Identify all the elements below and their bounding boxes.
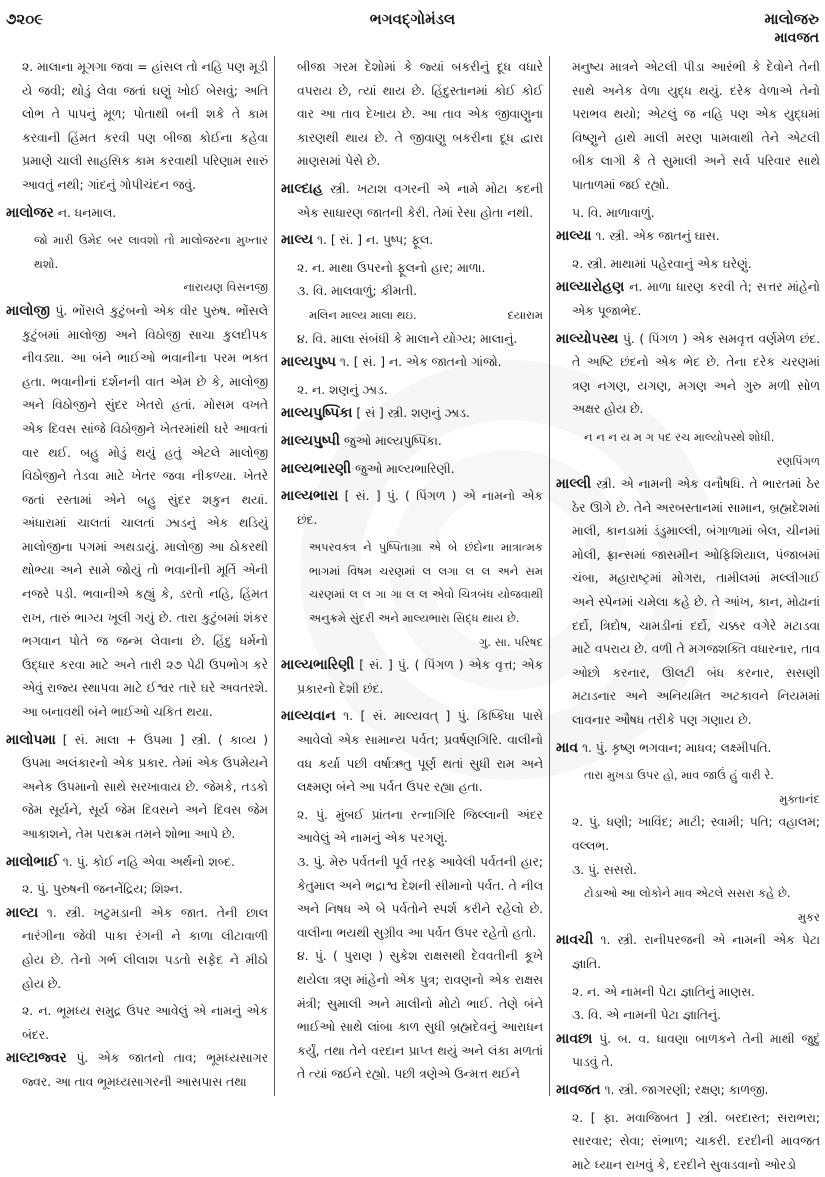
definition-text: પું. ( પિંગળ ) એક સમવૃત્ત વર્ણમેળ છંદ. તે અષ્ટિ છંદનો એક ભેદ છે. તેના દરેક ચરણમાં ત્રણ નગણ, યગણ, મગણ અને ગુરુ મળી સોળ અક્ષર હોય છે. [572, 331, 820, 417]
dictionary-entry [556, 276, 820, 323]
dictionary-entry [281, 351, 543, 375]
dictionary-entry [556, 225, 820, 249]
definition-text: સ્ત્રી. એ નામની એક વનૌષધિ. તે ભારતમાં ઠેર ઠેર ઊગે છે. તેને અરબસ્તાનમાં સામાન, બ્રહ્મદેશમાં માલી, કાનડામાં ડંડુમાલ્લી, બંગાળામાં બેલ, ચીનમાં મોલી, ફ્રાન્સમાં જાસમીન ઓફિશિયાલ, પંજાબમાં ચંબા, મહારાષ્ટ્રમાં મોગરા, તામીલમાં મલ્લીગાઈ અને સ્પેનમાં ચમેલા કહે છે. તે આંખ, કાન, મોઢાનાં દર્દો, ત્રિદોષ, ચામડીનાં દર્દો, ચક્કર વગેરે મટાડવા માટે વપરાય છે. વળી તે મગજશક્તિ વધારનાર, તાવ ઓછો કરનાર, ઊલટી બંધ કરનાર, સસણી મટાડનાર અને અનિયમિત અટકાવને નિયમમાં લાવનાર ઔષધ તરીકે પણ ગણાય છે. [572, 477, 820, 728]
guide-word-first: માલોજરુ [764, 10, 819, 28]
definition-text: ૧. સ્ત્રી. જાગરણી; રક્ષણ; કાળજી. [600, 1082, 769, 1097]
definition-text: ૧. પું. કોઈ નહિ એવા અર્થનો શબ્દ. [58, 854, 235, 869]
dictionary-entry [281, 178, 543, 225]
headword: માલ્યપુષ્પ [281, 354, 336, 371]
headword: માલ્યારોહણ [556, 279, 625, 296]
sub-definition: ૨. ન. માથા ઉપરનો ફૂલનો હાર; માળા. [297, 260, 486, 275]
definition-text: પું. ભોંસલે કુટુંબનો એક વીર પુરુષ. ભોંસલે કુટુંબમાં માલોજી અને વિઠોજી સાચા કુલદીપક નીવડ્યા. આ બંને ભાઈઓ ભવાનીના પરમ ભક્ત હતા. ભવાનીનાં દર્શનની વાત એમ છે કે, માલોજી અને વિઠોજીને સુંદર ખેતરો હતાં. મોસમ વખતે એક દિવસ સાંજે વિઠોજીને ખેતરમાંથી ઘરે આવતાં વાર થઈ. બહુ મોડું થયું હતું એટલે માલોજી વિઠોજીને તેડવા માટે ખેતર જવા નીકળ્યા. ખેતરે જતાં રસ્તામાં એને બહુ સુંદર શકુન થયાં. અંધારામાં ચાલતાં ચાલતાં ઝાડનું એક થડિયું માલોજીના પગમાં અથડાયું. માલોજી આ ઠોકરથી થોભ્યા અને સામે જોયું તો ભવાનીની મૂર્તિ એની નજરે પડી. ભવાનીએ કહ્યું કે, ડરતો નહિ, હિંમત રાખ, તારું ભાગ્ય ખૂલી ગયું છે. તારા કુટુંબમાં શંકર ભગવાન પોતે જ જન્મ લેવાના છે. હિંદુ ધર્મનો ઉદ્ધાર કરવા માટે અને તારી ૨૭ પેઢી ઉપભોગ કરે એવું રાજ્ય સ્થાપવા માટે ઈશ્વર તારે ઘરે અવતરશે. આ બનાવથી બંને ભાઈઓ ચકિત થયા. [22, 303, 268, 720]
definition-text: ૧. સ્ત્રી. એક જાતનું ઘાસ. [591, 229, 720, 244]
quotation-text: જો મારી ઉમેદ બર લાવશો તો માલોજરના મુખ્તાર થશો. [34, 233, 268, 271]
quotation-source: મુકર [797, 909, 820, 924]
definition-text: ૧. [ સં. ] ન. એક જાતનો ગાંજો. [336, 355, 502, 370]
headword: માલ્યભારણી [281, 460, 352, 477]
definition-text: [ સં. ] પું. ( પિંગળ ) એ નામનો એક છંદ. [297, 489, 543, 527]
headword: માલ્દાહ [281, 180, 323, 197]
headword: માલ્યભારિણી [281, 657, 355, 674]
definition-text: પું. એક જાતનો તાવ; ભૂમધ્યસાગર જ્વર. આ તાવ ભૂમધ્યસાગરની આસપાસ તથા [22, 1051, 268, 1089]
continued-definition: મનુષ્ય માત્રને એટલી પીડા આરંભી કે દેવોને તેની સાથે અનેક વેળા યુદ્ધ થયું. દરેક વેળાએ તેનો પરાભવ થયો; એટલું જ નહિ પણ એક યુદ્ધમાં વિષ્ણુને હાથે માલી મરણ પામવાથી તેને એટલી બીક લાગી કે તે સુમાલી અને સર્વ પરિવાર સાથે પાતાળમાં જઈ રહ્યો. [572, 60, 820, 192]
headword: માલોજી [6, 302, 51, 319]
sub-definition: ૨. ન. એ નામની પેટા જ્ઞાતિનું માણસ. [572, 984, 755, 999]
definition-text: ન. માળા ધારણ કરવી તે; સત્તર માંહેનો એક પૂજાભેદ. [572, 280, 820, 318]
dictionary-entry [281, 229, 543, 253]
definition-text: [ સં ] સ્ત્રી. શણનું ઝાડ. [352, 406, 470, 421]
dictionary-entry [556, 1079, 820, 1103]
dictionary-entry [6, 1047, 268, 1094]
headword: માલ્યપુષ્પી [281, 432, 340, 449]
sub-definition: ૨. ન. ભૂમધ્ય સમુદ્ર ઉપર આવેલું એ નામનું એક બંદર. [22, 1004, 268, 1042]
sub-definition: ૨. સ્ત્રી. માથામાં પહેરવાનું એક ઘરેણું. [572, 256, 752, 271]
dictionary-entry [6, 729, 268, 847]
dictionary-title: ભગવદ્ગોમંડલ [369, 10, 456, 28]
sub-definition: ૩. પું. મેરુ પર્વતની પૂર્વ તરફ આવેલી પર્વતની હાર; કેતુમાલ અને ભદ્રાશ્વ દેશની સીમાનો પર્વત. તે નીલ અને નિષધ એ બે પર્વતોને સ્પર્શ કરીને રહેલો છે. વાલીના ભયથી સુગ્રીવ આ પર્વત ઉપર રહેતો હતો. [297, 855, 543, 940]
sub-definition: ૨. ન. શણનું ઝાડ. [297, 382, 388, 397]
headword: માલ્યવાન [281, 708, 336, 725]
dictionary-entry [6, 300, 268, 725]
dictionary-entry [6, 902, 268, 996]
headword: માલ્યપુષ્પિકા [281, 405, 353, 422]
quotation-source: નારાયણ વિસનજી [183, 280, 268, 295]
continued-definition: બીજા ગરમ દેશોમાં કે જ્યાં બકરીનું દૂધ વધારે વપરાય છે, ત્યાં થાય છે. હિંદુસ્તાનમાં કોઈ કોઈ વાર આ તાવ દેખાય છે. આ તાવ એક જીવાણુના કારણથી થાય છે. તે જીવાણુ બકરીના દૂધ દ્વારા માણસમાં પેસે છે. [297, 60, 543, 169]
dictionary-entry [556, 473, 820, 733]
sub-definition: ૩. વિ. માલવાળું; કીમતી. [297, 284, 418, 299]
definition-text: પું. બ. વ. ધાવણા બાળકને તેની માથી જુદું પાડવું તે. [572, 1031, 820, 1070]
definition-text: ૧. પું. કૃષ્ણ ભગવાન; માધવ; લક્ષ્મીપતિ. [578, 740, 772, 755]
quotation-text: ટોડાઓ આ લોકોને માવ એટલે સસરા કહે છે. [584, 886, 791, 901]
dictionary-entry [556, 929, 820, 976]
headword: માલ્ય [281, 232, 314, 249]
column-divider [274, 56, 275, 1096]
quotation-source: રણપિંગળ [776, 453, 820, 468]
definition-text: [ સં. માલા + ઉપમા ] સ્ત્રી. ( કાવ્ય ) ઉપમા અલંકારનો એક પ્રકાર. તેમાં એક ઉપમેયને અનેક ઉપમાનો સાથે સરખાવાય છે. જેમકે, તડકો જેમ સૂર્યને, સૂર્ય જેમ દિવસને અને દિવસ જેમ આકાશને, તેમ પરાક્રમ તમને શોભા આપે છે. [22, 732, 268, 841]
headword: માલોપમા [6, 731, 56, 748]
continued-definition: ૨. માલાના મૂગગા જવા = હાંસલ તો નહિ પણ મૂડી યે જવી; થોડું લેવા જતાં ઘણું ખોઈ બેસવું; અતિ લોભ તે પાપનું મૂળ; પોતાથી બની શકે તે કામ કરવાની હિંમત કરવી પણ બીજા કોઈના કહેવા પ્રમાણે ચાલી સાહસિક કામ કરવાથી પરિણામ સારું આવતું નથી; ગાંદનું ગોપીચંદન જવું. [22, 60, 268, 192]
sub-definition: ૩. વિ. એ નામની પેટા જ્ઞાતિનું. [572, 1008, 721, 1023]
definition-text: ૧. [ સં. માલ્યવત્ ] પું. કિષ્કિંધા પાસે આવેલો એક સામાન્ય પર્વત; પ્રવર્ષણગિરિ. વાલીનો વધ કર્યા પછી વર્ષાઋતુ પૂર્ણ થતાં સુધી રામ અને લક્ષ્મણ બંને આ પર્વત ઉપર રહ્યા હતા. [297, 709, 543, 795]
sub-definition: ૪. પું. ( પુરાણ ) સુકેશ રાક્ષસથી દેવવતીની કૂખે થયેલા ત્રણ માંહેનો એક પુત્ર; રાવણનો એક રાક્ષસ મંત્રી; સુમાલી અને માલીનો મોટો ભાઈ. તેણે બંને ભાઈઓ સાથે લાંબા કાળ સુધી બ્રહ્મદેવનું આરાધન કર્યું, તથા તેને વરદાન પ્રાપ્ત થયું અને લંકા મળતાં તે ત્યાં જઈને રહ્યો. પછી ત્રણેએ ઉન્મત્ત થઈને [297, 949, 543, 1082]
sub-definition: ૩. પું. સસરો. [572, 862, 638, 877]
headword: માવજત [556, 1081, 601, 1098]
headword: માલ્યોપસ્થ [556, 330, 619, 347]
dictionary-entry [6, 202, 268, 226]
dictionary-entry [281, 402, 543, 426]
headword: માલ્ટા [6, 904, 39, 921]
definition-text: ૧. સ્ત્રી. રાનીપરજની એ નામની એક પેટા જ્ઞાતિ. [572, 933, 820, 971]
column-divider [549, 56, 550, 1096]
definition-text: [ સં. ] પું. ( પિંગળ ) એક વૃત્ત; એક પ્રકારનો દેશી છંદ. [297, 658, 543, 696]
sub-definition: ૪. વિ. માલા સંબંધી કે માલાને યોગ્ય; માલાનું. [297, 331, 518, 346]
definition-text: જુઓ માલ્યભારિણી. [351, 461, 455, 476]
definition-text: સ્ત્રી. ખટાશ વગરની એ નામે મોટા કદની એક સાધારણ જાતની કેરી. તેમાં રેસા હોતા નથી. [297, 181, 543, 220]
guide-word-last: માવજત [774, 30, 819, 46]
dictionary-entry [281, 458, 543, 482]
column-middle [281, 56, 543, 1104]
sub-definition: ૨. પું. ધણી; ખાવિંદ; માટી; સ્વામી; પતિ; વહાલમ; વલ્લભ. [572, 815, 820, 853]
sub-definition: ૫. વિ. માળાવાળું. [572, 205, 655, 220]
quotation-text: મલિન માલ્ય માલા થઇ. [309, 307, 417, 322]
column-right [556, 56, 820, 1172]
dictionary-entry [281, 485, 543, 532]
definition-text: જુઓ માલ્યપુષ્પિકા. [340, 433, 442, 448]
quotation-text: ન ન ન ય મ ગ પદ રચ માલ્યોપસ્થે શોધી. [584, 429, 775, 444]
quotation-line [281, 304, 543, 328]
headword: માલ્યભારા [281, 488, 339, 505]
quotation-source: મુક્તાનંદ [779, 791, 820, 806]
headword: માલ્લી [556, 476, 592, 493]
definition-text: ન. ધનમાલ. [53, 205, 117, 220]
sub-definition: ૨. [ ફા. મવાજિબત ] સ્ત્રી. બરદાસ્ત; સરાભરા; સારવાર; સેવા; સંભાળ; ચાકરી. દરદીની માવજત માટે ધ્યાન રાખવું કે, દરદીને સુવાડવાનો ઓરડો [572, 1110, 820, 1172]
sub-definition: ૨. પું. મુંબઈ પ્રાંતના રત્નાગિરિ જિલ્લાની અંદર આવેલું એ નામનું એક પરગણું. [297, 807, 543, 846]
page-header [0, 4, 825, 44]
sub-definition: ૨. પું. પુરુષની જનનેંદ્રિય; શિશ્ન. [22, 882, 183, 897]
dictionary-columns [0, 56, 825, 1172]
dictionary-entry [281, 430, 543, 454]
headword: માલોભાઈ [6, 853, 59, 870]
quotation-text: તારા મુખડા ઉપર હો, માવ જાઉં હું વારી રે. [584, 768, 774, 783]
dictionary-entry [556, 737, 820, 761]
definition-text: ૧. સ્ત્રી. ખટુમડાની એક જાત. તેની છાલ નારંગીના જેવી પાકા રંગની ને કાળા લીટાવાળી હોય છે. તેનો ગર્ભ લીલાશ પડતો સફેદ ને મીઠો હોય છે. [22, 905, 268, 991]
quotation-source: ગુ. સા. પરિષદ [478, 634, 543, 649]
dictionary-entry [556, 328, 820, 422]
quotation-source: દયારામ [507, 307, 543, 322]
headword: માવચી [556, 932, 594, 949]
dictionary-entry [281, 705, 543, 799]
headword: માવ [556, 739, 579, 756]
headword: માલ્ટાજ્વર [6, 1050, 67, 1067]
column-left [6, 56, 268, 1104]
headword: માલોજર [6, 204, 54, 221]
definition-text: ૧. [ સં. ] ન. પુષ્પ; ફૂલ. [313, 233, 434, 248]
dictionary-entry [281, 654, 543, 701]
dictionary-entry [556, 1028, 820, 1075]
dictionary-entry [6, 851, 268, 875]
headword: માલ્યા [556, 228, 592, 245]
headword: માવછા [556, 1030, 593, 1047]
page-number: ૭૨૦૯ [6, 10, 44, 28]
quotation-text: અપરવક્ત્ર ને પુષ્પિતાગ્રા એ બે છંદોના માત્રાત્મક ભાગમાં વિષમ ચરણમાં લ લગા લ લ અને સમ ચરણમાં લ લ ગા ગા લ લ એવો ચિત્રબંધ યોજવાથી અનુક્રમે સુંદરી અને માલ્યભારા સિદ્ધ થાય છે. [309, 540, 543, 626]
